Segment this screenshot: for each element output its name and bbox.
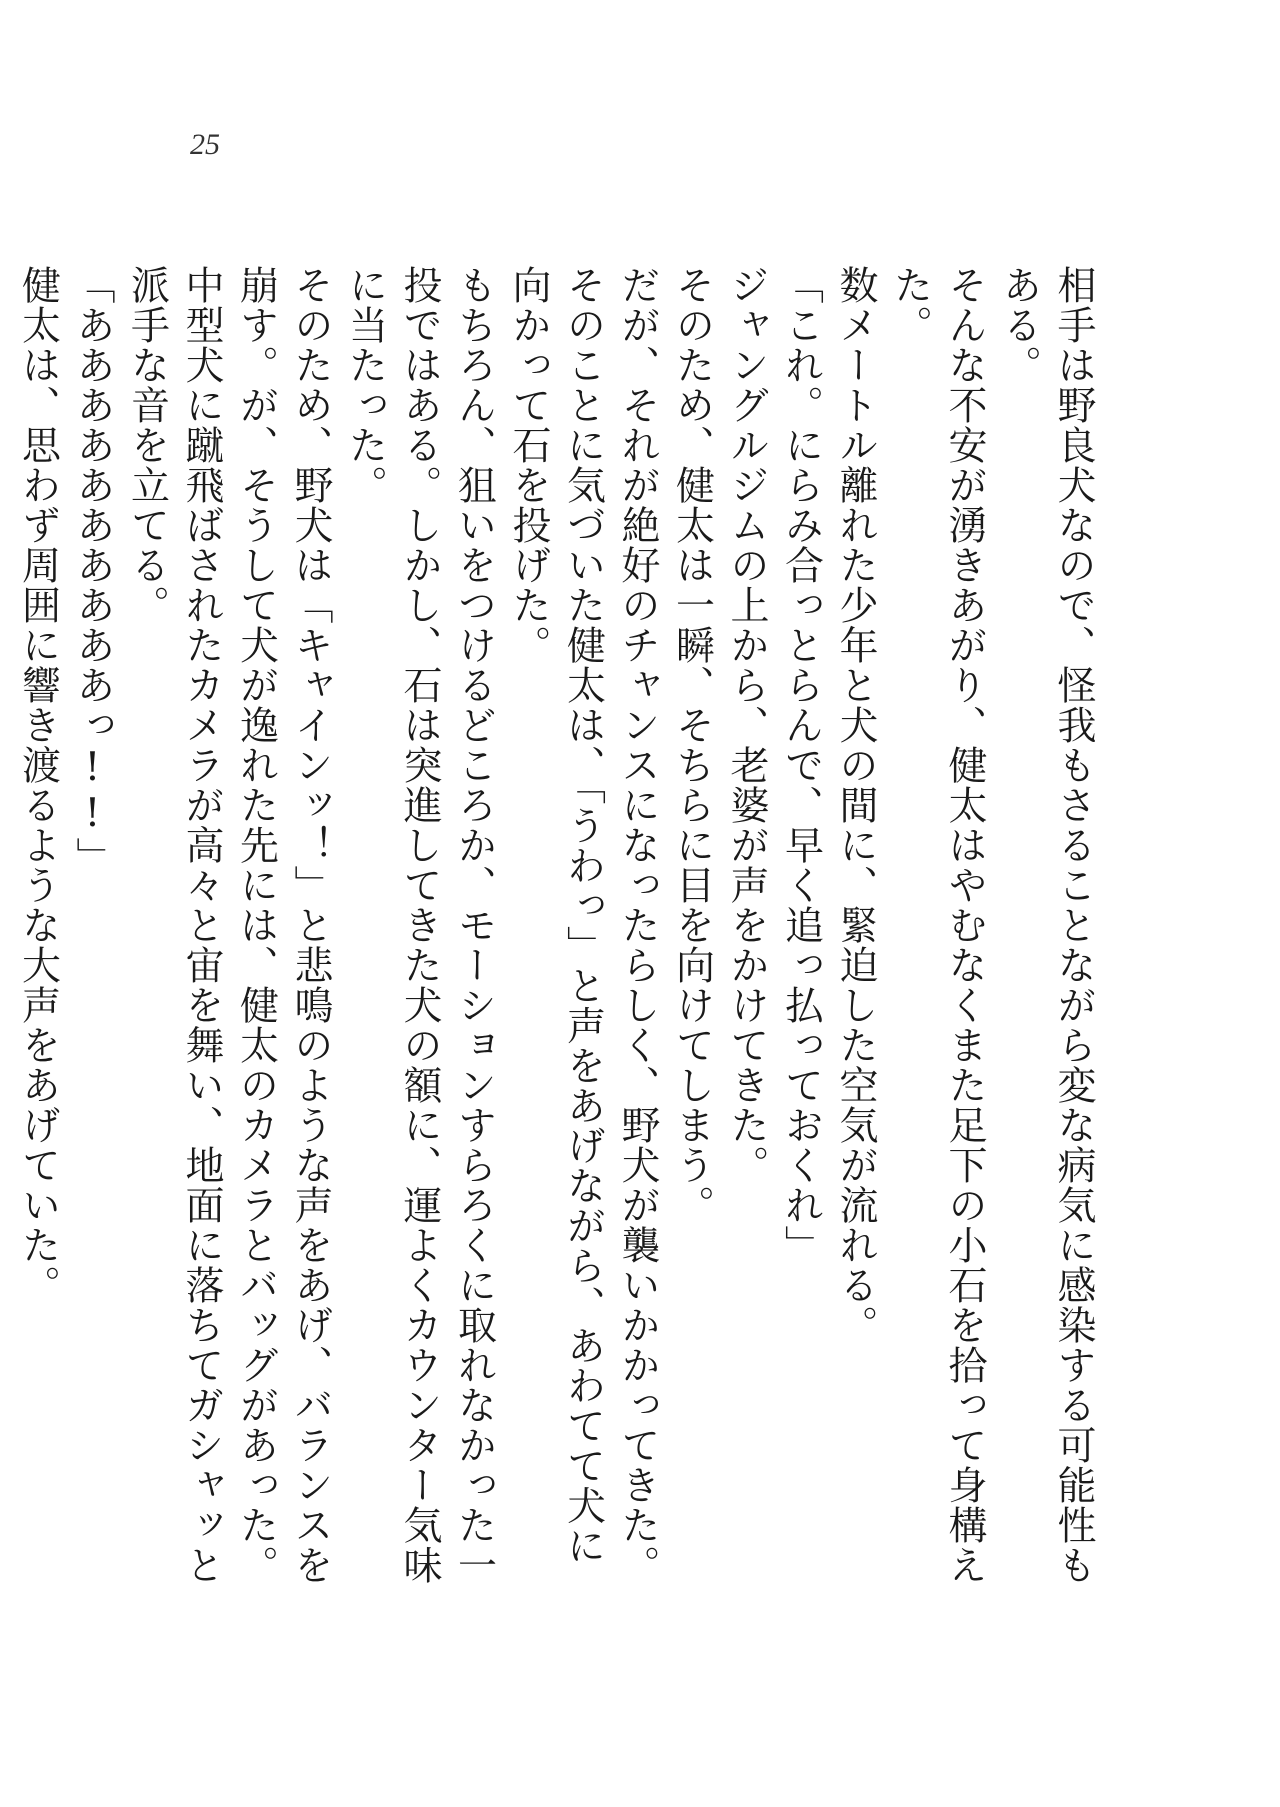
paragraph: だが、それが絶好のチャンスになったらしく、野犬が襲いかかってきた。	[615, 265, 660, 1585]
paragraph: 「ああああああああああっ!!」	[70, 265, 115, 877]
paragraph: 健太は、思わず周囲に響き渡るような大声をあげていた。	[15, 265, 61, 1305]
paragraph: 中型犬に蹴飛ばされたカメラが高々と宙を舞い、地面に落ちてガシャッと派手な音を立てる。	[124, 265, 224, 1585]
paragraph: そのことに気づいた健太は、「うわっ」と声をあげながら、あわてて犬に向かって石を投げた。	[506, 265, 606, 1566]
paragraph: そのため、野犬は「キャインッ！」と悲鳴のような声をあげ、バランスを崩す。が、そうして犬が逸れた先には、健太のカメラとバッグがあった。	[233, 265, 333, 1585]
paragraph: もちろん、狙いをつけるどころか、モーションすらろくに取れなかった一投ではある。しかし、石は突進してきた犬の額に、運よくカウンター気味に当たった。	[342, 265, 497, 1585]
page-number: 25	[190, 128, 220, 161]
paragraph: 相手は野良犬なので、怪我もさることながら変な病気に感染する可能性もある。	[996, 265, 1096, 1585]
paragraph: 数メートル離れた少年と犬の間に、緊迫した空気が流れる。	[833, 265, 878, 1345]
paragraph: そのため、健太は一瞬、そちらに目を向けてしまう。	[669, 265, 715, 1225]
body-text	[15, 265, 1100, 1605]
paragraph: 「これ。にらみ合っとらんで、早く追っ払っておくれ」	[778, 265, 824, 1265]
paragraph: そんな不安が湧きあがり、健太はやむなくまた足下の小石を拾って身構えた。	[887, 265, 987, 1585]
paragraph: ジャングルジムの上から、老婆が声をかけてきた。	[724, 265, 769, 1185]
